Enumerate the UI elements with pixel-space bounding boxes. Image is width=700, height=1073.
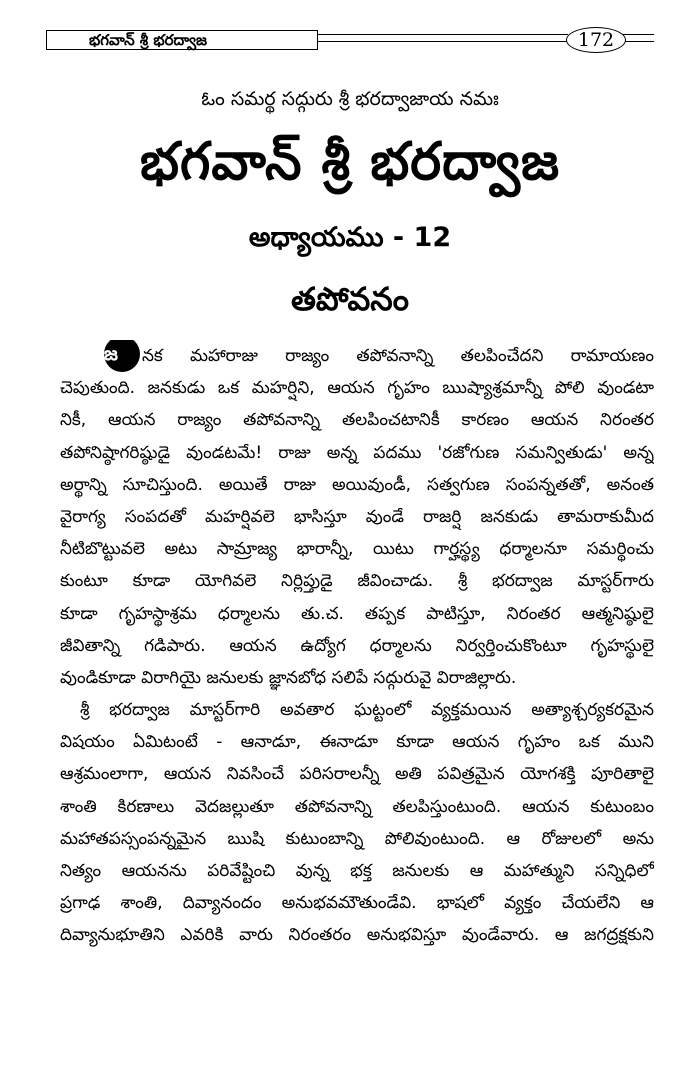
paragraph-2-line: ఆశ్రమంలాగా, ఆయన నివసించే పరిసరాలన్నీ అతి పవిత్రమైన యోగశక్తి పూరితాలై <box>60 764 654 785</box>
invocation-line: ఓం సమర్థ సద్గురు శ్రీ భరద్వాజాయ నమః <box>201 88 499 110</box>
section-title: తపోవనం <box>291 280 409 318</box>
paragraph-1-line: కూడా గృహస్థాశ్రమ ధర్మాలను తు.చ. తప్పక పాటిస్తూ, నిరంతర ఆత్మనిష్ఠులై <box>60 603 654 624</box>
paragraph-1-line: జీవితాన్ని గడిపారు. ఆయన ఉద్యోగ ధర్మాలను నిర్వర్తించుకొంటూ గృహస్థులై <box>60 635 654 656</box>
paragraph-2-line: ప్రగాఢ శాంతి, దివ్యానందం అనుభవమౌతుండేవి. భాషలో వ్యక్తం చేయలేని ఆ <box>60 893 654 914</box>
drop-cap: జ <box>104 340 140 372</box>
paragraph-1-line: చెపుతుంది. జనకుడు ఒక మహర్షిని, ఆయన గృహం ఋష్యాశ్రమాన్నీ పోలి వుండటా <box>60 378 654 399</box>
page-number: 172 <box>566 27 626 53</box>
running-title: భగవాన్ శ్రీ భరద్వాజ <box>46 30 318 50</box>
paragraph-2-line: శ్రీ భరద్వాజ మాస్టర్‌గారి అవతార ఘట్టంలో వ్యక్తమయిన అత్యాశ్చర్యకరమైన <box>80 700 654 721</box>
paragraph-1-line: నీటిబొట్టువలె అటు సామ్రాజ్య భారాన్నీ, యిటు గార్హస్థ్య ధర్మాలనూ సమర్థించు <box>60 539 654 560</box>
paragraph-2-line: దివ్యానుభూతిని ఎవరికి వారు నిరంతరం అనుభవిస్తూ వుండేవారు. ఆ జగద్రక్షకుని <box>60 925 654 946</box>
header-rule <box>318 34 568 42</box>
book-title: భగవాన్ శ్రీ భరద్వాజ <box>140 132 560 192</box>
paragraph-1-line: వుండికూడా విరాగియై జనులకు జ్ఞానబోధ సలిపే సద్గురువై విరాజిల్లారు. <box>60 667 517 688</box>
paragraph-1-line: నికీ, ఆయన రాజ్యం తపోవనాన్ని తలపించటానికీ కారణం ఆయన నిరంతర <box>60 410 654 431</box>
paragraph-1-line-1 <box>60 340 654 372</box>
paragraph-1-line: వైరాగ్య సంపదతో మహర్షివలె భాసిస్తూ వుండే రాజర్షి జనకుడు తామరాకుమీద <box>60 506 654 527</box>
paragraph-2-line: నిత్యం ఆయనను పరివేష్టించి వున్న భక్త జనులకు ఆ మహాత్ముని సన్నిధిలో <box>60 861 654 881</box>
body-text <box>60 340 654 952</box>
paragraph-1-line-1-text: నక మహారాజు రాజ్యం తపోవనాన్ని తలపించేదని రామాయణం <box>142 346 654 366</box>
header-rule-right <box>622 34 654 42</box>
paragraph-1-line: తపోనిష్ఠాగరిష్ఠుడై వుండటమే! రాజు అన్న పదము 'రజోగుణ సమన్వితుడు' అన్న <box>60 442 654 463</box>
paragraph-1-line: కుంటూ కూడా యోగివలె నిర్లిప్తుడై జీవించాడు. శ్రీ భరద్వాజ మాస్టర్‌గారు <box>60 571 654 592</box>
running-header <box>46 30 654 54</box>
paragraph-2-line: మహాతపస్సంపన్నమైన ఋషి కుటుంబాన్ని పోలివుంటుంది. ఆ రోజులలో అను <box>60 828 654 849</box>
paragraph-2-line: విషయం ఏమిటంటే - ఆనాడూ, ఈనాడూ కూడా ఆయన గృహం ఒక ముని <box>60 732 654 753</box>
chapter-heading: అధ్యాయము - 12 <box>248 222 452 253</box>
paragraph-2-line: శాంతి కిరణాలు వెదజల్లుతూ తపోవనాన్ని తలపిస్తుంటుంది. ఆయన కుటుంబం <box>60 796 654 817</box>
paragraph-1-line: అర్థాన్ని సూచిస్తుంది. అయితే రాజు అయివుండీ, సత్వగుణ సంపన్నతతో, అనంత <box>60 474 654 495</box>
